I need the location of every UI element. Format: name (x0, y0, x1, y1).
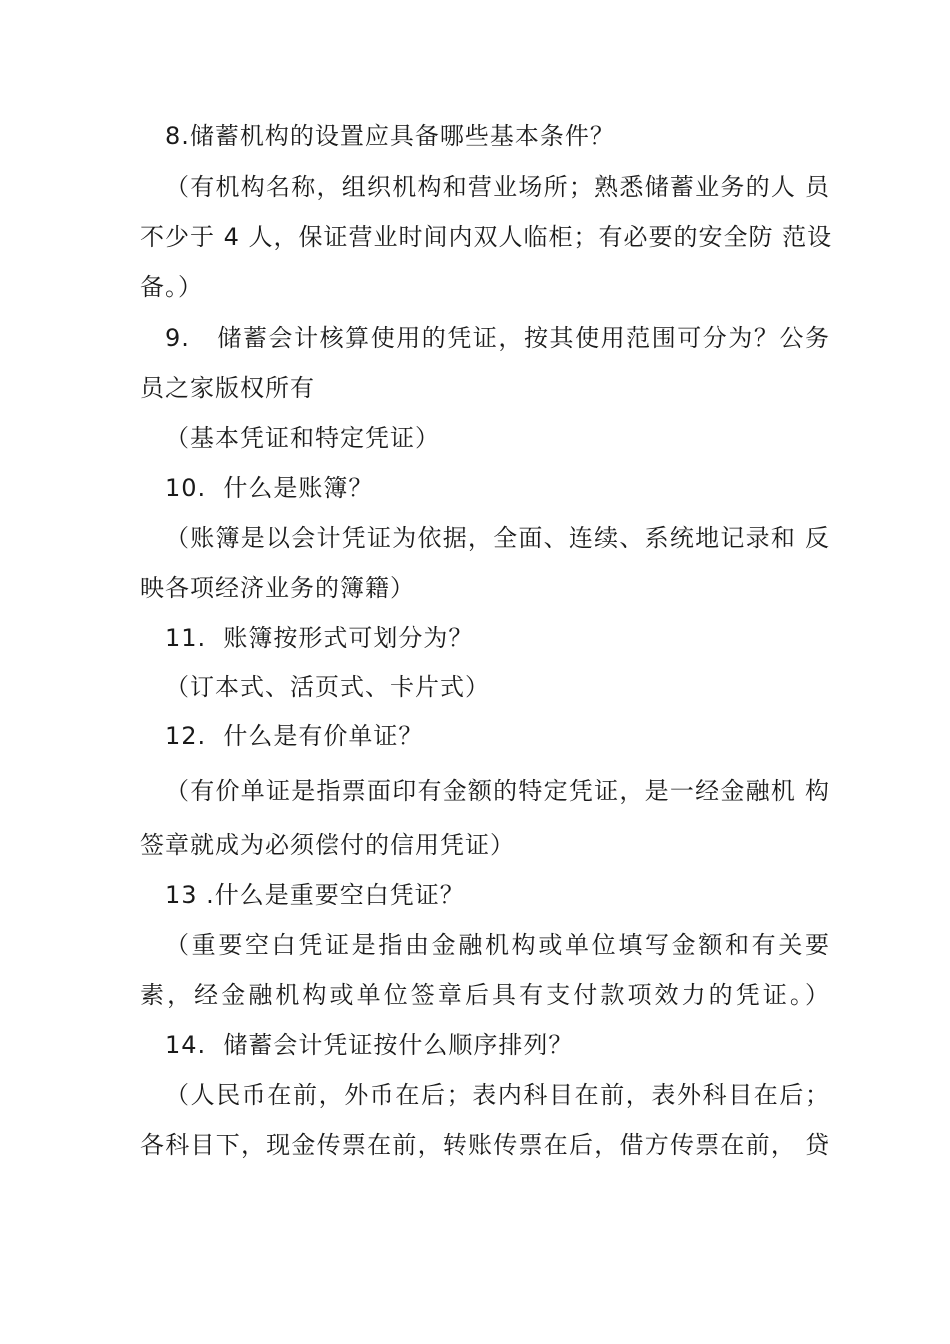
answer-8-line-1: （有机构名称，组织机构和营业场所；熟悉储蓄业务的人 员 (165, 173, 830, 201)
question-14: 14. 储蓄会计凭证按什么顺序排列？ (165, 1031, 574, 1059)
question-8: 8.储蓄机构的设置应具备哪些基本条件？ (165, 122, 615, 150)
question-10: 10. 什么是账簿？ (165, 474, 374, 502)
question-11: 11. 账簿按形式可划分为？ (165, 624, 474, 652)
question-9-line-1: 9. 储蓄会计核算使用的凭证，按其使用范围可分为？公务 (165, 324, 830, 352)
answer-10-line-2: 映各项经济业务的簿籍） (140, 574, 415, 602)
answer-14-line-1: （人民币在前，外币在后；表内科目在前，表外科目在后； (165, 1081, 830, 1109)
answer-12-line-1: （有价单证是指票面印有金额的特定凭证，是一经金融机 构 (165, 777, 830, 805)
question-13: 13 .什么是重要空白凭证？ (165, 881, 465, 909)
answer-10-line-1: （账簿是以会计凭证为依据，全面、连续、系统地记录和 反 (165, 524, 830, 552)
answer-8-line-2: 不少于 4 人，保证营业时间内双人临柜；有必要的安全防 范设 (140, 223, 833, 251)
answer-14-line-2: 各科目下，现金传票在前，转账传票在后，借方传票在前， 贷 (140, 1131, 830, 1159)
answer-12-line-2: 签章就成为必须偿付的信用凭证） (140, 831, 515, 859)
answer-8-line-3: 备。） (140, 273, 203, 301)
answer-11: （订本式、活页式、卡片式） (165, 673, 490, 701)
answer-13-line-2: 素，经金融机构或单位签章后具有支付款项效力的凭证。） (140, 981, 830, 1009)
question-12: 12. 什么是有价单证？ (165, 722, 424, 750)
question-9-line-2: 员之家版权所有 (140, 374, 315, 402)
answer-9: （基本凭证和特定凭证） (165, 424, 440, 452)
answer-13-line-1: （重要空白凭证是指由金融机构或单位填写金额和有关要 (165, 931, 830, 959)
